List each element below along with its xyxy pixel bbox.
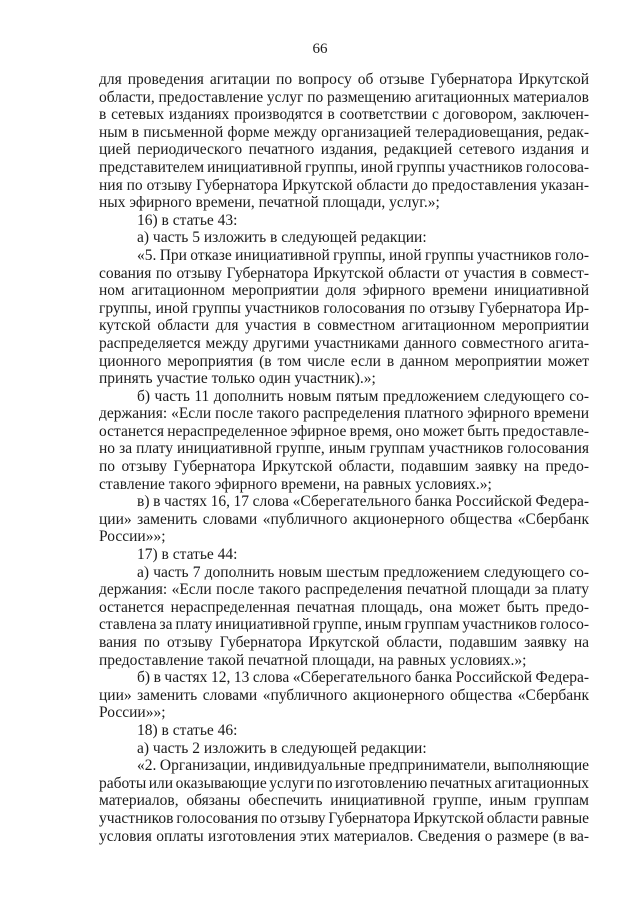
text-line: по отзыву Губернатора Иркутской области, подавшим заявку на предо- (99, 458, 589, 476)
text-line: б) часть 11 дополнить новым пятым предложением следующего со- (137, 387, 589, 405)
text-line: принять участие только один участник).»; (99, 370, 376, 388)
text-line: сования по отзыву Губернатора Иркутской области от участия в совмест- (99, 264, 589, 282)
text-line: держания: «Если после такого распределения печатной площади за плату (99, 581, 589, 599)
text-line: группы, иной группы участников голосования по отзыву Губернатора Ир- (99, 299, 589, 317)
text-line: материалов, обязаны обеспечить инициативной группе, иным группам (99, 792, 589, 810)
text-line: области, предоставление услуг по размещению агитационных материалов (99, 88, 589, 106)
text-line: 17) в статье 44: (137, 546, 238, 564)
text-line: распределяется между другими участниками данного совместного агита- (99, 334, 589, 352)
text-line: ния по отзыву Губернатора Иркутской области до предоставления указан- (99, 176, 589, 194)
text-line: а) часть 2 изложить в следующей редакции: (137, 739, 427, 757)
text-line: в сетевых изданиях производятся в соответствии с договором, заключен- (99, 106, 589, 124)
text-line: для проведения агитации по вопросу об отзыве Губернатора Иркутской (99, 71, 589, 88)
text-line: цией периодического печатного издания, редакцией сетевого издания и (99, 141, 589, 159)
text-line: кутской области для участия в совместном агитационном мероприятии (99, 317, 589, 335)
text-line: России»»; (99, 528, 166, 546)
text-line: ции» заменить словами «публичного акционерного общества «Сбербанк (99, 686, 589, 704)
text-line: предоставление такой печатной площади, на равных условиях.»; (99, 651, 527, 669)
text-line: ным в письменной форме между организацией телерадиовещания, редак- (99, 123, 589, 141)
text-line: останется нераспределенная печатная площадь, она может быть предо- (99, 598, 589, 616)
text-line: представителем инициативной группы, иной группы участников голосова- (99, 158, 589, 176)
text-line: работы или оказывающие услуги по изготовлению печатных агитационных (99, 774, 589, 792)
text-line: ставлена за плату инициативной группе, иным группам участников голосо- (99, 616, 589, 634)
text-line: останется нераспределенное эфирное время, оно может быть предоставле- (99, 422, 589, 440)
text-line: участников голосования по отзыву Губернатора Иркутской области равные (99, 809, 589, 827)
text-line: б) в частях 12, 13 слова «Сберегательного банка Российской Федера- (137, 669, 589, 687)
text-line: ции» заменить словами «публичного акционерного общества «Сбербанк (99, 510, 589, 528)
text-line: условия оплаты изготовления этих материалов. Сведения о размере (в ва- (99, 827, 589, 845)
text-line: ставление такого эфирного времени, на равных условиях.»; (99, 475, 492, 493)
text-line: России»»; (99, 704, 166, 722)
text-line: в) в частях 16, 17 слова «Сберегательного банка Российской Федера- (137, 493, 589, 511)
text-line: 18) в статье 46: (137, 721, 238, 739)
document-body (99, 71, 589, 845)
text-line: а) часть 5 изложить в следующей редакции: (137, 229, 427, 247)
text-line: «5. При отказе инициативной группы, иной группы участников голо- (137, 246, 589, 264)
text-line: ных эфирного времени, печатной площади, услуг.»; (99, 194, 440, 212)
text-line: держания: «Если после такого распределения платного эфирного времени (99, 405, 589, 423)
text-line: ном агитационном мероприятии доля эфирного времени инициативной (99, 282, 589, 300)
text-line: но за плату инициативной группе, иным группам участников голосования (99, 440, 589, 458)
page-number: 66 (312, 41, 328, 57)
text-line: 16) в статье 43: (137, 211, 238, 229)
text-line: а) часть 7 дополнить новым шестым предложением следующего со- (137, 563, 589, 581)
text-line: «2. Организации, индивидуальные предприниматели, выполняющие (137, 757, 589, 775)
text-line: ционного мероприятия (в том числе если в данном мероприятии может (99, 352, 589, 370)
text-line: вания по отзыву Губернатора Иркутской области, подавшим заявку на (99, 634, 589, 651)
